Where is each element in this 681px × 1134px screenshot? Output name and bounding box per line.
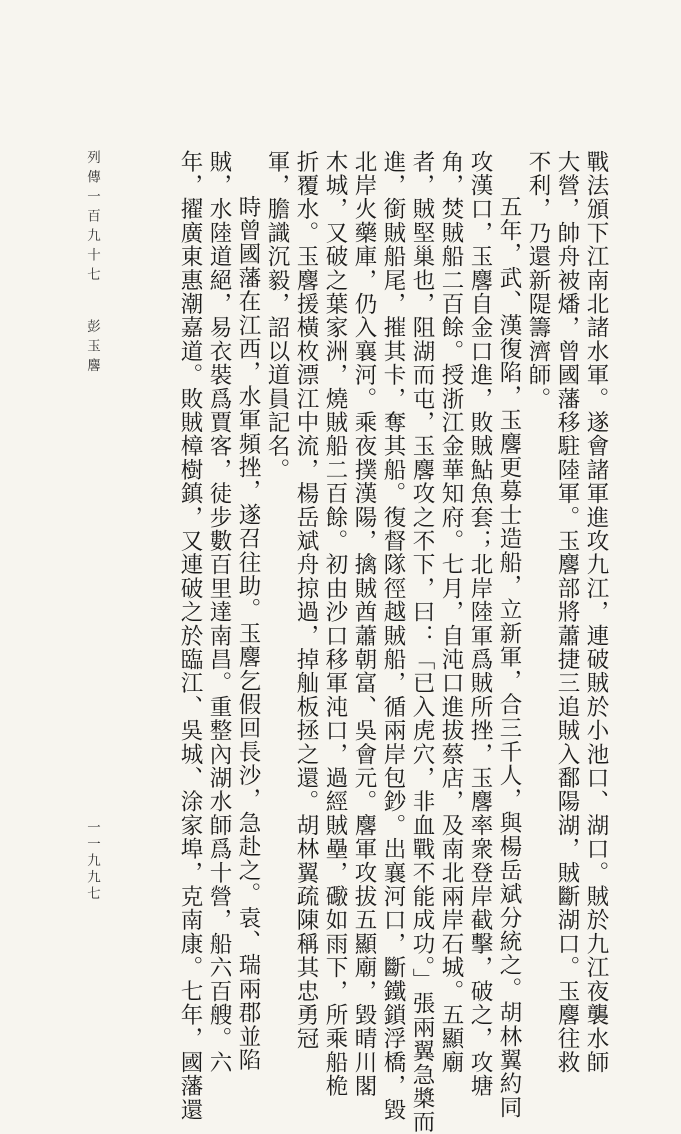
- chapter-title: 列傳一百九十七: [84, 150, 100, 287]
- text-column: 軍，膽識沉毅，詔以道員記名。: [264, 150, 290, 482]
- text-column: 賊，水陸道絕，易衣裝爲賈客，徒步數百里達南昌。重整內湖水師爲十營，船六百艘。六: [206, 150, 232, 1075]
- page-number: 一一九九七: [84, 820, 100, 903]
- text-column: 不利，乃還新隄籌濟師。: [525, 150, 551, 411]
- text-column: 大營，帥舟被燔，曾國藩移駐陸軍。玉麐部將蕭捷三追賊入鄱陽湖，賊斷湖口。玉麐往救: [554, 150, 580, 1075]
- text-column: 角，焚賊船二百餘。授浙江金華知府。七月，自沌口進拔蔡店，及南北兩岸石城。五顯廟: [438, 150, 464, 1075]
- text-column: 進，銜賊船尾，摧其卡，奪其船。復督隊徑越賊船，循兩岸包鈔。出襄河口，斷鐵鎖浮橋，毀: [380, 150, 406, 1122]
- text-column: 北岸火藥庫，仍入襄河。乘夜撲漢陽，擒賊酋蕭朝富、吳會元。麐軍攻拔五顯廟，毀晴川閣: [351, 150, 377, 1098]
- text-column: 者，賊堅巢也，阻湖而屯，玉麐攻之不下，曰：「已入虎穴，非血戰不能成功。」張兩翼急槳而: [409, 150, 435, 1134]
- running-header: [82, 150, 102, 450]
- text-column: 年，擢廣東惠潮嘉道。敗賊樟樹鎮，又連破之於臨江、吳城、涂家埠，克南康。七年，國藩還: [177, 150, 203, 1122]
- main-text: [150, 150, 610, 1134]
- text-column: 時曾國藩在江西，水軍頻挫，遂召往助。玉麐乞假回長沙，急赴之。袁、瑞兩郡並陷: [235, 195, 261, 1072]
- text-column: 攻漢口，玉麐自金口進，敗賊鮎魚套；北岸陸軍爲賊所挫，玉麐率衆登岸截擊，破之，攻塘: [467, 150, 493, 1098]
- subject-name: 彭玉麐: [84, 318, 100, 378]
- text-column: 五年，武、漢復陷，玉麐更募士造船，立新軍，合三千人，與楊岳斌分統之。胡林翼約同: [496, 195, 522, 1120]
- text-column: 戰法頒下江南北諸水軍。遂會諸軍進攻九江，連破賊於小池口、湖口。賊於九江夜襲水師: [583, 150, 609, 1075]
- text-column: 折覆水。玉麐援橫枚漂江中流，楊岳斌舟掠過，掉舢板拯之還。胡林翼疏陳稱其忠勇冠: [293, 150, 319, 1051]
- text-column: 木城，又破之葉家洲，燒賊船二百餘。初由沙口移軍沌口，過經賊壘，礮如雨下，所乘船桅: [322, 150, 348, 1098]
